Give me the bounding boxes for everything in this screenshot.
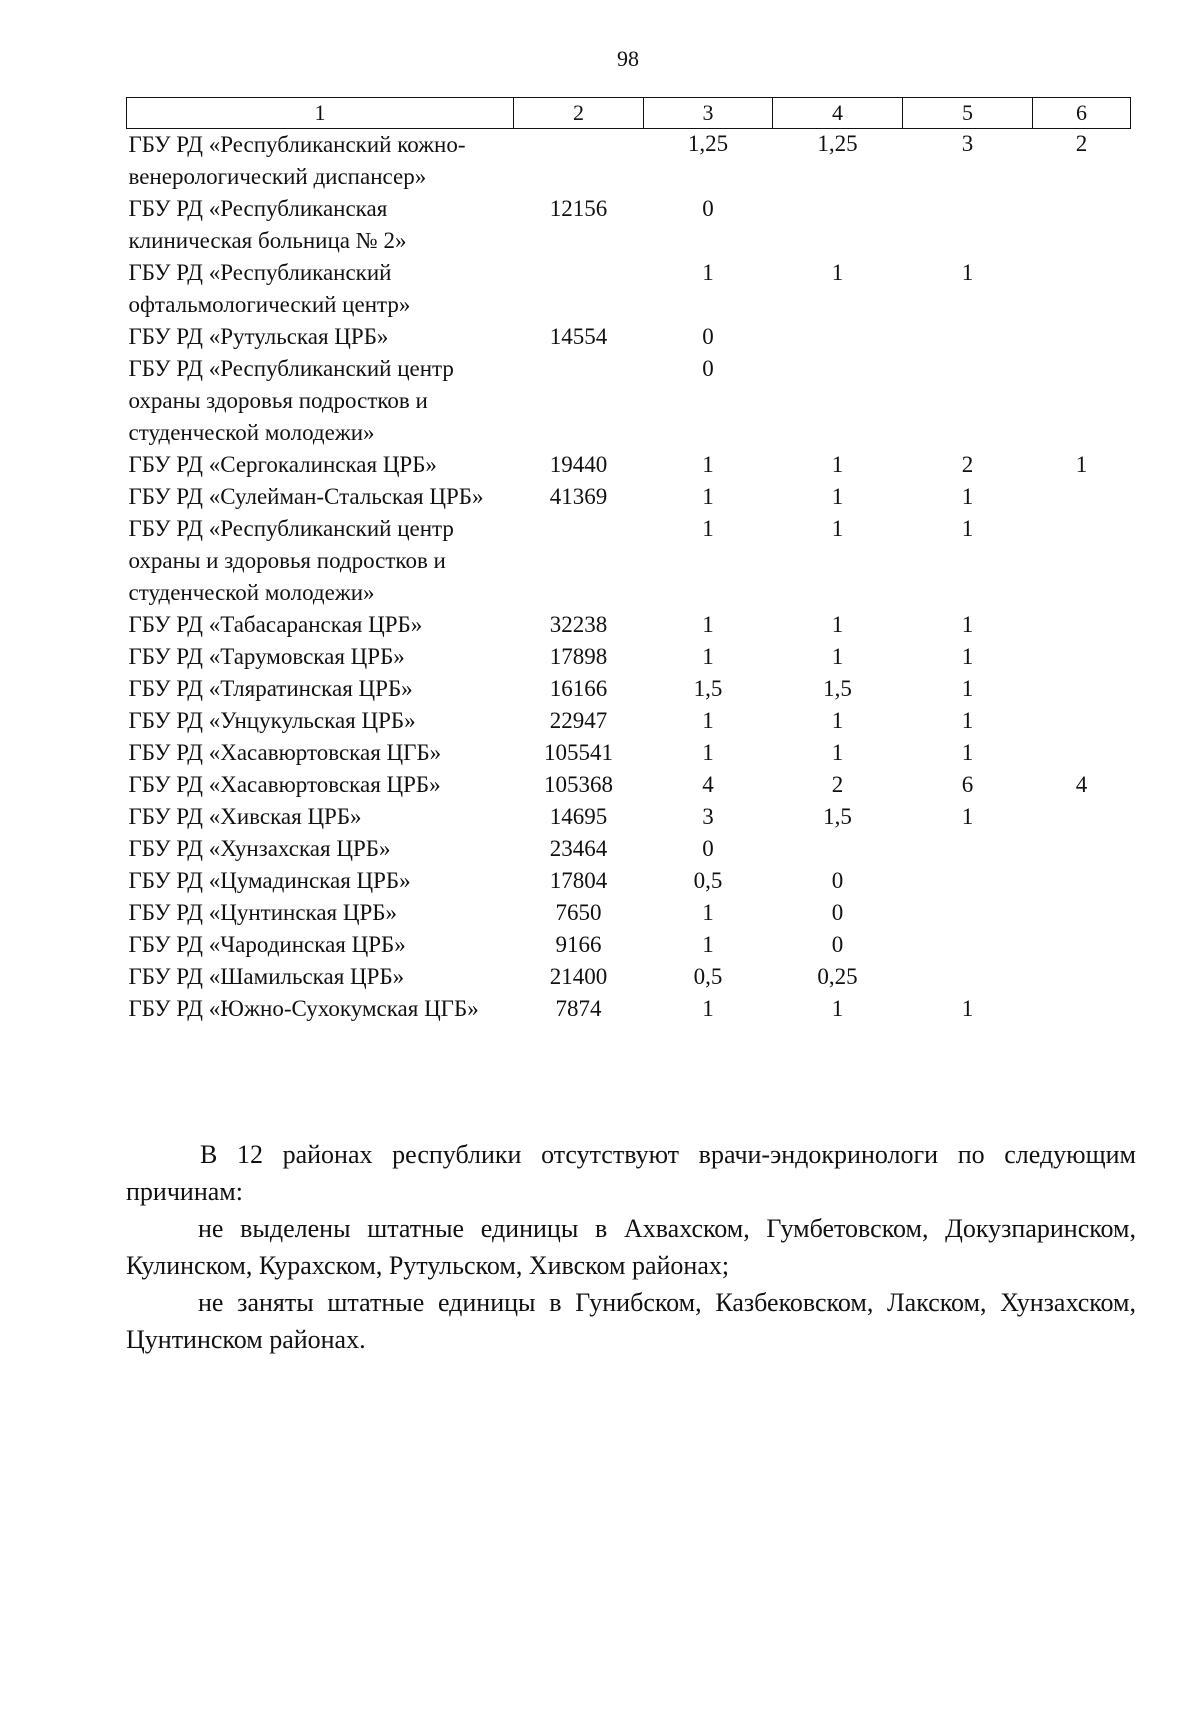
value-cell: 1 <box>831 740 844 765</box>
value-cell: 1 <box>961 740 974 765</box>
paragraph: В 12 районах республики отсутствуют врачи-эндокринологи по следующим причинам: <box>126 1140 1136 1206</box>
institution-name-cell: ГБУ РД «Тарумовская ЦРБ» <box>128 644 405 669</box>
table-row <box>127 129 1131 194</box>
paragraph: не выделены штатные единицы в Ахвахском, Гумбетовском, Докузпаринском, Кулинском, Курахском, Рутульском, Хивском районах; <box>126 1214 1136 1280</box>
value-cell: 2 <box>1075 131 1088 156</box>
table-row <box>127 897 1131 929</box>
value-cell: 105368 <box>544 772 613 797</box>
value-cell: 1 <box>831 996 844 1021</box>
value-cell <box>903 833 1033 865</box>
institution-name-cell: ГБУ РД «Цумадинская ЦРБ» <box>128 868 411 893</box>
table-row <box>127 673 1131 705</box>
value-cell <box>1033 833 1131 865</box>
value-cell <box>1033 673 1131 705</box>
value-cell <box>903 961 1033 993</box>
column-header: 1 <box>127 98 514 129</box>
column-header: 2 <box>514 98 644 129</box>
table-header-row <box>127 98 1131 129</box>
value-cell: 6 <box>961 772 974 797</box>
value-cell: 14554 <box>549 324 608 349</box>
value-cell <box>903 865 1033 897</box>
table-row <box>127 801 1131 833</box>
value-cell: 1 <box>831 516 844 541</box>
value-cell: 23464 <box>549 836 608 861</box>
value-cell <box>773 193 903 257</box>
table-row <box>127 769 1131 801</box>
column-header: 6 <box>1033 98 1131 129</box>
value-cell <box>1033 481 1131 513</box>
institution-name-cell: ГБУ РД «Республиканский центр охраны и здоровья подростков и студенческой молодежи» <box>128 516 454 605</box>
value-cell: 1 <box>702 740 714 765</box>
value-cell: 3 <box>961 131 974 156</box>
value-cell: 1 <box>1075 452 1088 477</box>
value-cell: 1 <box>961 708 974 733</box>
institution-name-cell: ГБУ РД «Хивская ЦРБ» <box>128 804 362 829</box>
value-cell: 1 <box>702 612 714 637</box>
table-row <box>127 353 1131 449</box>
institution-name-cell: ГБУ РД «Шамильская ЦРБ» <box>128 964 405 989</box>
value-cell: 2 <box>831 772 844 797</box>
value-cell <box>903 897 1033 929</box>
value-cell <box>1033 609 1131 641</box>
body-text <box>126 1136 1136 1358</box>
value-cell: 1 <box>961 804 974 829</box>
value-cell <box>1033 897 1131 929</box>
institution-name-cell: ГБУ РД «Республиканский офтальмологический центр» <box>128 260 411 317</box>
value-cell: 1,5 <box>693 676 723 701</box>
table-row <box>127 961 1131 993</box>
table-row <box>127 929 1131 961</box>
value-cell <box>514 513 644 609</box>
value-cell: 17898 <box>549 644 608 669</box>
value-cell: 4 <box>1075 772 1088 797</box>
value-cell: 3 <box>702 804 714 829</box>
value-cell <box>773 833 903 865</box>
value-cell <box>1033 737 1131 769</box>
value-cell: 1 <box>702 996 714 1021</box>
value-cell <box>903 193 1033 257</box>
institution-name-cell: ГБУ РД «Табасаранская ЦРБ» <box>128 612 423 637</box>
value-cell: 0 <box>702 356 714 381</box>
table-row <box>127 481 1131 513</box>
value-cell: 1 <box>702 900 714 925</box>
value-cell: 1 <box>961 260 974 285</box>
value-cell <box>773 353 903 449</box>
value-cell: 105541 <box>544 740 613 765</box>
value-cell: 0 <box>831 932 844 957</box>
institution-name-cell: ГБУ РД «Чародинская ЦРБ» <box>128 932 406 957</box>
value-cell <box>1033 513 1131 609</box>
value-cell <box>1033 993 1131 1025</box>
table-row <box>127 641 1131 673</box>
value-cell: 1 <box>702 708 714 733</box>
table-row <box>127 193 1131 257</box>
value-cell: 0 <box>702 196 714 221</box>
value-cell <box>903 929 1033 961</box>
value-cell: 1 <box>702 932 714 957</box>
institution-name-cell: ГБУ РД «Хунзахская ЦРБ» <box>128 836 391 861</box>
institution-name-cell: ГБУ РД «Хасавюртовская ЦРБ» <box>128 772 441 797</box>
value-cell: 1,5 <box>823 676 852 701</box>
value-cell: 1 <box>961 612 974 637</box>
value-cell: 9166 <box>555 932 602 957</box>
value-cell: 0,25 <box>817 964 858 989</box>
column-header: 3 <box>644 98 773 129</box>
value-cell: 1 <box>702 484 714 509</box>
institution-name-cell: ГБУ РД «Сулейман-Стальская ЦРБ» <box>128 484 484 509</box>
value-cell: 1 <box>831 612 844 637</box>
value-cell <box>773 321 903 353</box>
value-cell: 1 <box>702 260 714 285</box>
value-cell <box>514 129 644 194</box>
table-row <box>127 449 1131 481</box>
value-cell: 1 <box>831 644 844 669</box>
table-row <box>127 865 1131 897</box>
table-row <box>127 993 1131 1025</box>
value-cell: 1 <box>831 708 844 733</box>
table-row <box>127 609 1131 641</box>
column-header: 5 <box>903 98 1033 129</box>
value-cell: 16166 <box>549 676 608 701</box>
value-cell: 1 <box>702 644 714 669</box>
value-cell: 41369 <box>549 484 608 509</box>
table-body <box>127 129 1131 1026</box>
value-cell: 4 <box>702 772 714 797</box>
value-cell: 1,25 <box>817 131 858 156</box>
value-cell: 1,5 <box>823 804 852 829</box>
value-cell <box>514 257 644 321</box>
value-cell <box>1033 961 1131 993</box>
value-cell: 1 <box>961 516 974 541</box>
value-cell: 7650 <box>555 900 602 925</box>
value-cell <box>1033 353 1131 449</box>
value-cell <box>1033 929 1131 961</box>
value-cell <box>903 321 1033 353</box>
value-cell: 0 <box>702 836 714 861</box>
value-cell: 1,25 <box>687 131 729 156</box>
value-cell <box>514 353 644 449</box>
value-cell: 0,5 <box>693 964 723 989</box>
value-cell <box>903 353 1033 449</box>
value-cell: 12156 <box>549 196 608 221</box>
value-cell: 1 <box>961 644 974 669</box>
value-cell: 17804 <box>549 868 608 893</box>
page-number: 98 <box>617 46 639 71</box>
value-cell: 0 <box>831 900 844 925</box>
institution-name-cell: ГБУ РД «Рутульская ЦРБ» <box>128 324 389 349</box>
value-cell: 1 <box>831 484 844 509</box>
institution-name-cell: ГБУ РД «Хасавюртовская ЦГБ» <box>128 740 442 765</box>
table-row <box>127 705 1131 737</box>
value-cell <box>1033 321 1131 353</box>
value-cell: 32238 <box>549 612 608 637</box>
table-row <box>127 257 1131 321</box>
value-cell: 1 <box>961 996 974 1021</box>
value-cell: 2 <box>961 452 974 477</box>
value-cell: 1 <box>831 260 844 285</box>
value-cell <box>1033 705 1131 737</box>
table-row <box>127 513 1131 609</box>
paragraph: не заняты штатные единицы в Гунибском, Казбековском, Лакском, Хунзахском, Цунтинском районах. <box>126 1288 1136 1354</box>
value-cell <box>1033 865 1131 897</box>
value-cell: 0,5 <box>693 868 723 893</box>
institution-name-cell: ГБУ РД «Унцукульская ЦРБ» <box>128 708 416 733</box>
value-cell: 0 <box>702 324 714 349</box>
table-row <box>127 833 1131 865</box>
institution-name-cell: ГБУ РД «Республиканская клиническая больница № 2» <box>128 196 407 253</box>
value-cell: 1 <box>961 484 974 509</box>
institution-name-cell: ГБУ РД «Цунтинская ЦРБ» <box>128 900 397 925</box>
table-row <box>127 321 1131 353</box>
value-cell <box>1033 257 1131 321</box>
table-row <box>127 737 1131 769</box>
institution-name-cell: ГБУ РД «Тляратинская ЦРБ» <box>128 676 413 701</box>
value-cell: 1 <box>702 516 714 541</box>
value-cell <box>1033 641 1131 673</box>
value-cell: 1 <box>831 452 844 477</box>
institution-name-cell: ГБУ РД «Сергокалинская ЦРБ» <box>128 452 437 477</box>
value-cell: 1 <box>702 452 714 477</box>
value-cell: 19440 <box>549 452 608 477</box>
value-cell: 14695 <box>549 804 608 829</box>
value-cell: 0 <box>831 868 844 893</box>
value-cell <box>1033 801 1131 833</box>
institution-name-cell: ГБУ РД «Республиканский центр охраны здоровья подростков и студенческой молодежи» <box>128 356 454 445</box>
institution-name-cell: ГБУ РД «Республиканский кожно-венерологический диспансер» <box>128 132 466 189</box>
institution-name-cell: ГБУ РД «Южно-Сухокумская ЦГБ» <box>128 996 479 1021</box>
value-cell: 22947 <box>549 708 608 733</box>
value-cell <box>1033 193 1131 257</box>
value-cell: 7874 <box>555 996 602 1021</box>
data-table <box>126 97 1131 1025</box>
column-header: 4 <box>773 98 903 129</box>
value-cell: 1 <box>961 676 974 701</box>
value-cell: 21400 <box>549 964 608 989</box>
